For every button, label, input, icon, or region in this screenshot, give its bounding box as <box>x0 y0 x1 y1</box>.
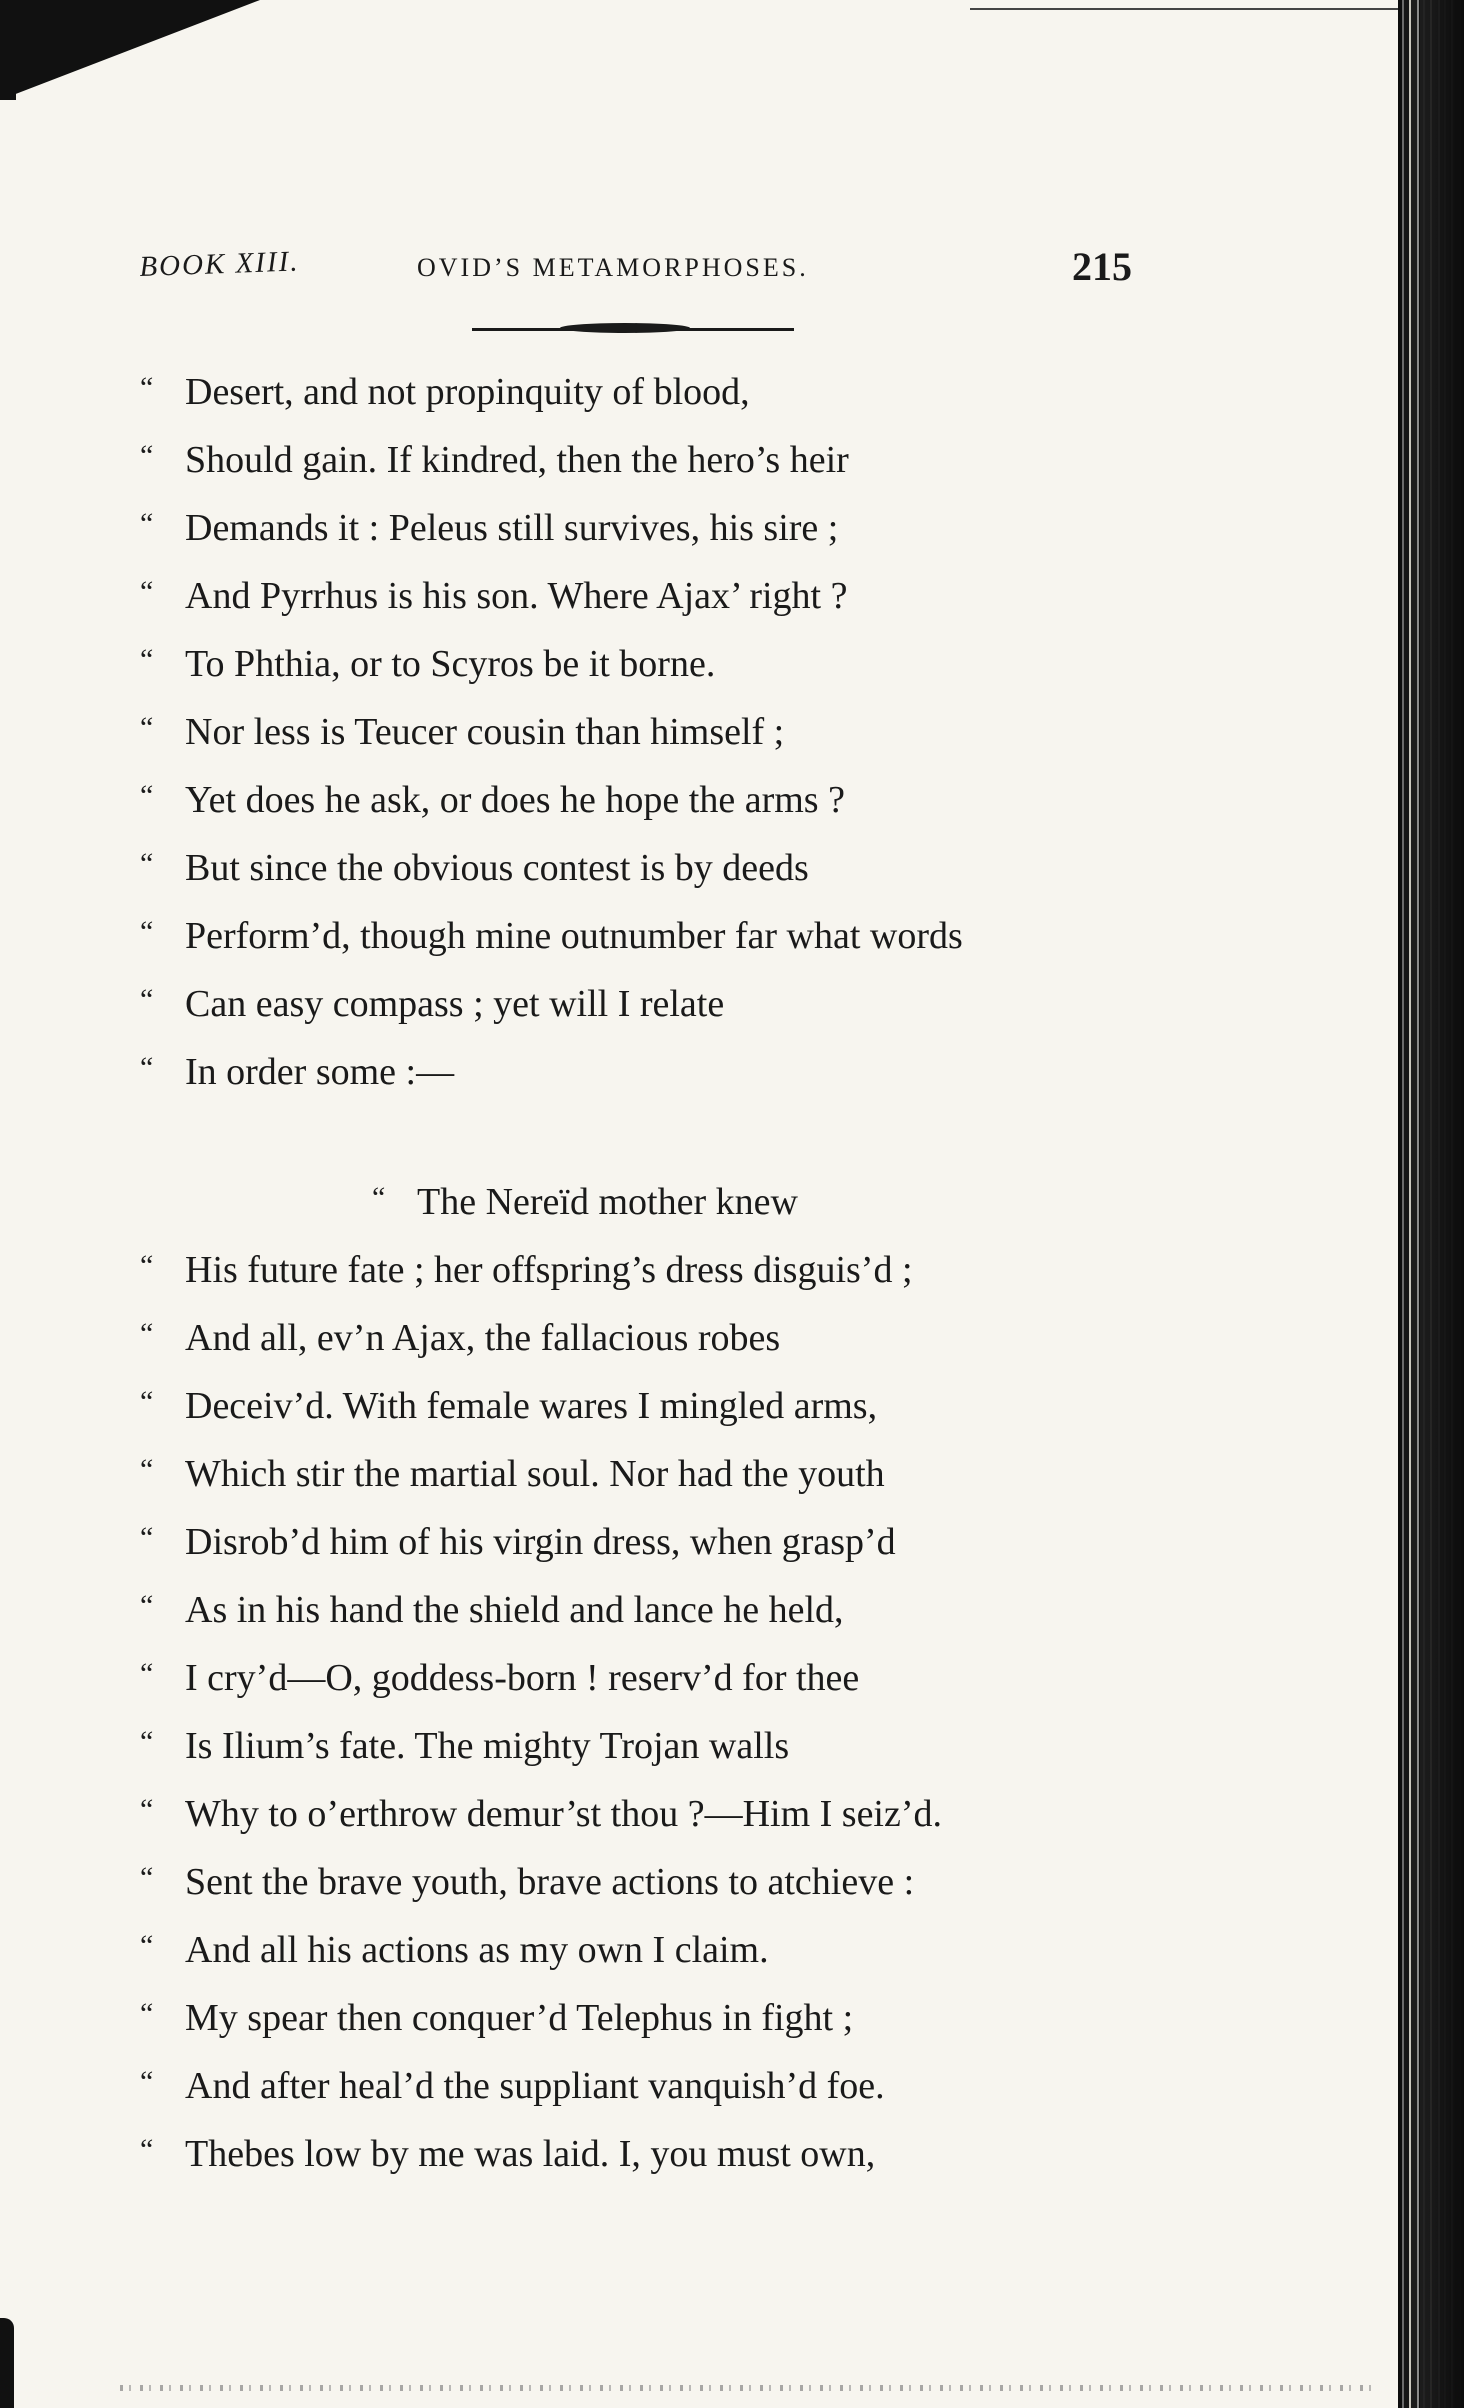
opening-quote-mark: “ <box>140 643 154 676</box>
verse-line <box>140 1916 1140 1984</box>
verse-line <box>140 1038 1140 1106</box>
opening-quote-mark: “ <box>140 507 154 540</box>
header-rule-ornament <box>560 323 690 333</box>
opening-quote-mark: “ <box>140 1051 154 1084</box>
verse-line <box>140 1440 1140 1508</box>
opening-quote-mark: “ <box>140 1997 154 2030</box>
verse-line-text: Desert, and not propinquity of blood, <box>185 371 750 413</box>
opening-quote-mark: “ <box>140 779 154 812</box>
verse-line <box>140 1984 1140 2052</box>
opening-quote-mark: “ <box>140 1317 154 1350</box>
verse-line-text: Yet does he ask, or does he hope the arms ? <box>185 779 845 821</box>
verse-line-text: Which stir the martial soul. Nor had the youth <box>185 1453 885 1495</box>
verse-line-text: And all, ev’n Ajax, the fallacious robes <box>185 1317 781 1359</box>
opening-quote-mark: “ <box>140 1385 154 1418</box>
verse-line-text: But since the obvious contest is by deeds <box>185 847 809 889</box>
verse-line <box>140 1644 1140 1712</box>
opening-quote-mark: “ <box>140 1589 154 1622</box>
verse-line-text: My spear then conquer’d Telephus in fight ; <box>185 1997 854 2039</box>
verse-line-text: Disrob’d him of his virgin dress, when grasp’d <box>185 1521 896 1563</box>
verse-line <box>140 630 1140 698</box>
verse-stanza-2 <box>140 1168 1140 2188</box>
opening-quote-mark: “ <box>140 439 154 472</box>
verse-line <box>140 1304 1140 1372</box>
verse-line-text: Why to o’erthrow demur’st thou ?—Him I seiz’d. <box>185 1793 943 1835</box>
verse-line <box>140 1576 1140 1644</box>
opening-quote-mark: “ <box>140 1657 154 1690</box>
scan-bottom-edge <box>0 2318 14 2408</box>
opening-quote-mark: “ <box>140 915 154 948</box>
opening-quote-mark: “ <box>140 847 154 880</box>
verse-line-text: And all his actions as my own I claim. <box>185 1929 769 1971</box>
opening-quote-mark: “ <box>140 371 154 404</box>
verse-line-text: Is Ilium’s fate. The mighty Trojan walls <box>185 1725 790 1767</box>
opening-quote-mark: “ <box>140 1249 154 1282</box>
opening-quote-mark: “ <box>140 1929 154 1962</box>
verse-line <box>140 562 1140 630</box>
verse-line-text: Deceiv’d. With female wares I mingled arms, <box>185 1385 878 1427</box>
opening-quote-mark: “ <box>140 1861 154 1894</box>
verse-line <box>140 2052 1140 2120</box>
scan-corner-edge <box>0 0 16 100</box>
verse-line-text: Perform’d, though mine outnumber far what words <box>185 915 963 957</box>
verse-line <box>140 834 1140 902</box>
opening-quote-mark: “ <box>140 1725 154 1758</box>
opening-quote-mark: “ <box>140 1453 154 1486</box>
verse-line <box>140 1168 1140 1236</box>
verse-stanza-1 <box>140 358 1140 1106</box>
running-head <box>140 243 1140 303</box>
running-title: OVID’S METAMORPHOSES. <box>417 253 809 282</box>
opening-quote-mark: “ <box>140 2065 154 2098</box>
verse-line <box>140 1236 1140 1304</box>
scan-top-line <box>970 8 1420 10</box>
verse-line-text: Can easy compass ; yet will I relate <box>185 983 725 1025</box>
verse-line <box>140 698 1140 766</box>
scan-corner-shadow <box>0 0 260 100</box>
scan-bottom-noise <box>120 2385 1380 2391</box>
verse-line <box>140 1712 1140 1780</box>
opening-quote-mark: “ <box>372 1181 386 1214</box>
verse-line-text: His future fate ; her offspring’s dress disguis’d ; <box>185 1249 913 1291</box>
verse-line-text: Nor less is Teucer cousin than himself ; <box>185 711 785 753</box>
opening-quote-mark: “ <box>140 711 154 744</box>
opening-quote-mark: “ <box>140 983 154 1016</box>
page-number: 215 <box>1072 244 1132 289</box>
verse-line <box>140 766 1140 834</box>
verse-line-text: Demands it : Peleus still survives, his sire ; <box>185 507 839 549</box>
verse-line-text: The Nereïd mother knew <box>417 1181 798 1223</box>
opening-quote-mark: “ <box>140 1521 154 1554</box>
opening-quote-mark: “ <box>140 2133 154 2166</box>
verse-line-text: I cry’d—O, goddess-born ! reserv’d for thee <box>185 1657 860 1699</box>
verse-line <box>140 2120 1140 2188</box>
verse-line-text: To Phthia, or to Scyros be it borne. <box>185 643 716 685</box>
verse-line-text: And Pyrrhus is his son. Where Ajax’ right ? <box>185 575 848 617</box>
verse-line <box>140 358 1140 426</box>
verse-line-text: As in his hand the shield and lance he held, <box>185 1589 844 1631</box>
verse-line-text: In order some :— <box>185 1051 455 1093</box>
verse-line <box>140 494 1140 562</box>
opening-quote-mark: “ <box>140 575 154 608</box>
verse-line <box>140 426 1140 494</box>
verse-line <box>140 970 1140 1038</box>
book-gutter-edge <box>1420 0 1464 2408</box>
opening-quote-mark: “ <box>140 1793 154 1826</box>
verse-line-text: Sent the brave youth, brave actions to atchieve : <box>185 1861 915 1903</box>
book-label: BOOK XIII. <box>138 245 301 284</box>
verse-line-text: And after heal’d the suppliant vanquish’d foe. <box>185 2065 885 2107</box>
verse-line <box>140 1848 1140 1916</box>
verse-line-text: Should gain. If kindred, then the hero’s heir <box>185 439 849 481</box>
verse-line-text: Thebes low by me was laid. I, you must own, <box>185 2133 876 2175</box>
verse-line <box>140 1508 1140 1576</box>
verse-line <box>140 1372 1140 1440</box>
verse-line <box>140 1780 1140 1848</box>
verse-line <box>140 902 1140 970</box>
